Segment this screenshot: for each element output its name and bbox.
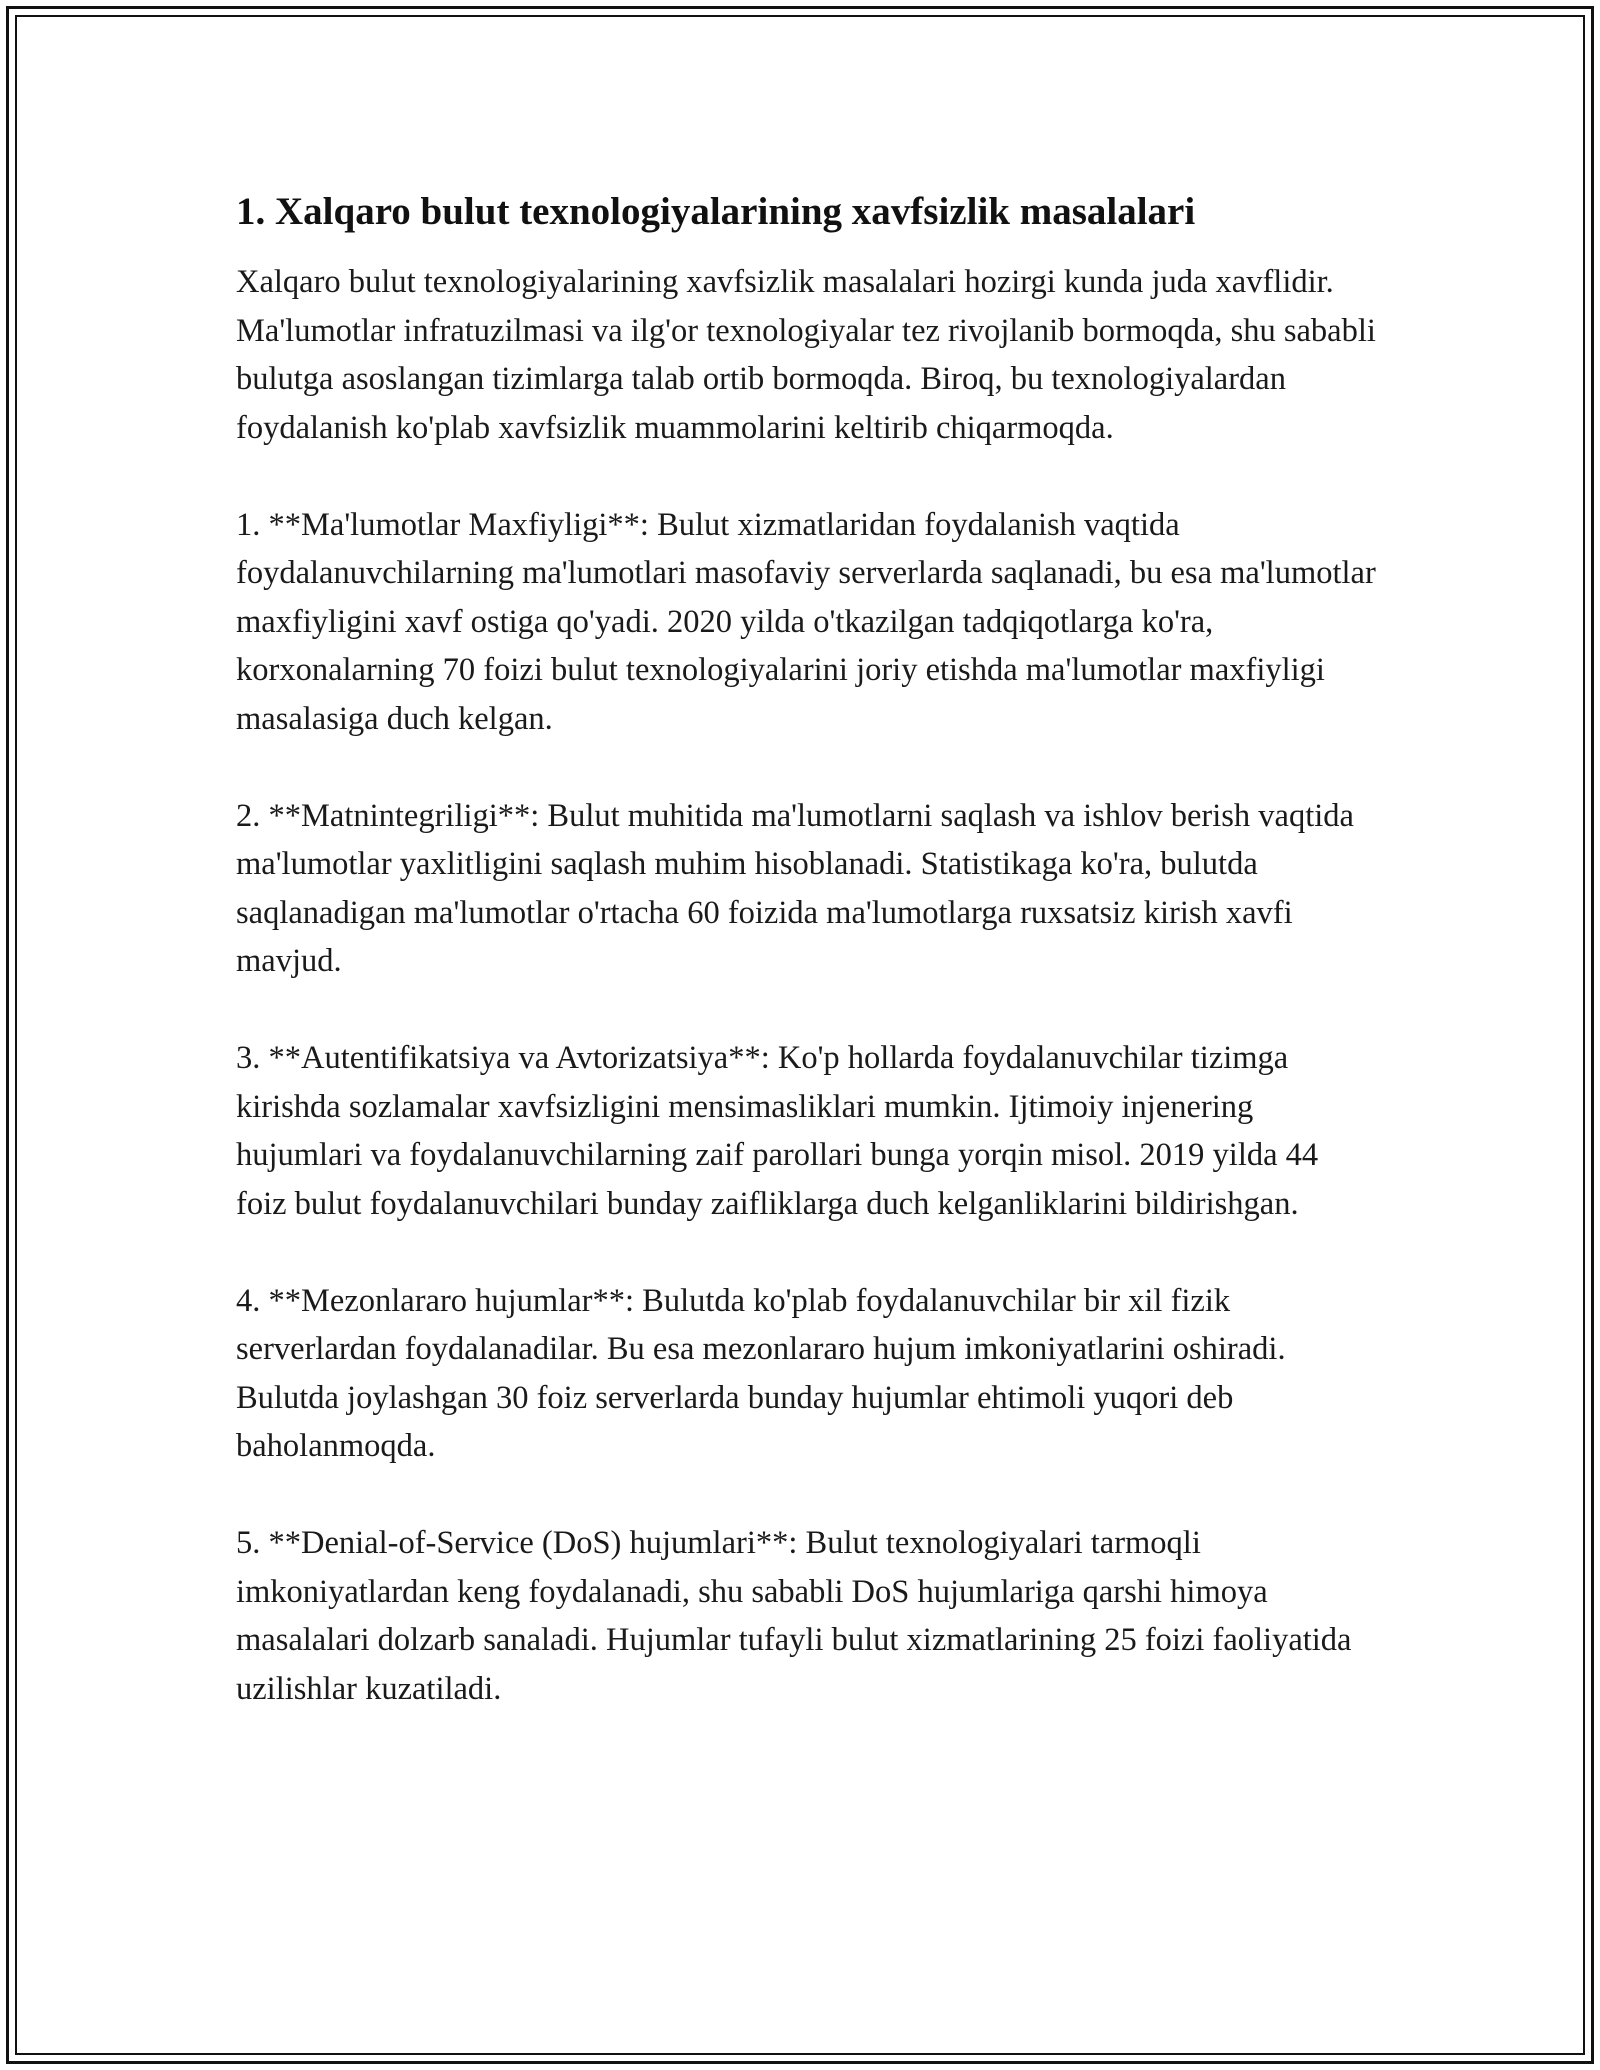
- intro-paragraph: Xalqaro bulut texnologiyalarining xavfsizlik masalalari hozirgi kunda juda xavflidir. Ma'lumotlar infratuzilmasi va ilg'or texnologiyalar tez rivojlanib bormoqda, shu sababli bulutga asoslangan tizimlarga talab ortib bormoqda. Biroq, bu texnologiyalardan foydalanish ko'plab xavfsizlik muammolarini keltirib chiqarmoqda.: [236, 264, 1376, 446]
- paragraph-dos-attacks: 5. **Denial-of-Service (DoS) hujumlari**: Bulut texnologiyalari tarmoqli imkoniyatlardan keng foydalanadi, shu sababli DoS hujumlariga qarshi himoya masalalari dolzarb sanaladi. Hujumlar tufayli bulut xizmatlarining 25 foizi faoliyatida uzilishlar kuzatiladi.: [236, 1525, 1352, 1707]
- paragraph-cross-tenant-attacks: 4. **Mezonlararo hujumlar**: Bulutda ko'plab foydalanuvchilar bir xil fizik serverlardan foydalanadilar. Bu esa mezonlararo hujum imkoniyatlarini oshiradi. Bulutda joylashgan 30 foiz serverlarda bunday hujumlar ehtimoli yuqori deb baholanmoqda.: [236, 1282, 1286, 1464]
- document-body: [236, 186, 1376, 1762]
- paragraph-data-privacy: 1. **Ma'lumotlar Maxfiyligi**: Bulut xizmatlaridan foydalanish vaqtida foydalanuvchilarning ma'lumotlari masofaviy serverlarda saqlanadi, bu esa ma'lumotlar maxfiyligini xavf ostiga qo'yadi. 2020 yilda o'tkazilgan tadqiqotlarga ko'ra, korxonalarning 70 foizi bulut texnologiyalarini joriy etishda ma'lumotlar maxfiyligi masalasiga duch kelgan.: [236, 506, 1376, 737]
- paragraph-data-integrity: 2. **Matnintegriligi**: Bulut muhitida ma'lumotlarni saqlash va ishlov berish vaqtida ma'lumotlar yaxlitligini saqlash muhim hisoblanadi. Statistikaga ko'ra, bulutda saqlanadigan ma'lumotlar o'rtacha 60 foizida ma'lumotlarga ruxsatsiz kirish xavfi mavjud.: [236, 797, 1354, 979]
- paragraph-authentication: 3. **Autentifikatsiya va Avtorizatsiya**: Ko'p hollarda foydalanuvchilar tizimga kirishda sozlamalar xavfsizligini mensimasliklari mumkin. Ijtimoiy injenering hujumlari va foydalanuvchilarning zaif parollari bunga yorqin misol. 2019 yilda 44 foiz bulut foydalanuvchilari bunday zaifliklarga duch kelganliklarini bildirishgan.: [236, 1040, 1319, 1222]
- document-title: 1. Xalqaro bulut texnologiyalarining xavfsizlik masalalari: [236, 190, 1196, 233]
